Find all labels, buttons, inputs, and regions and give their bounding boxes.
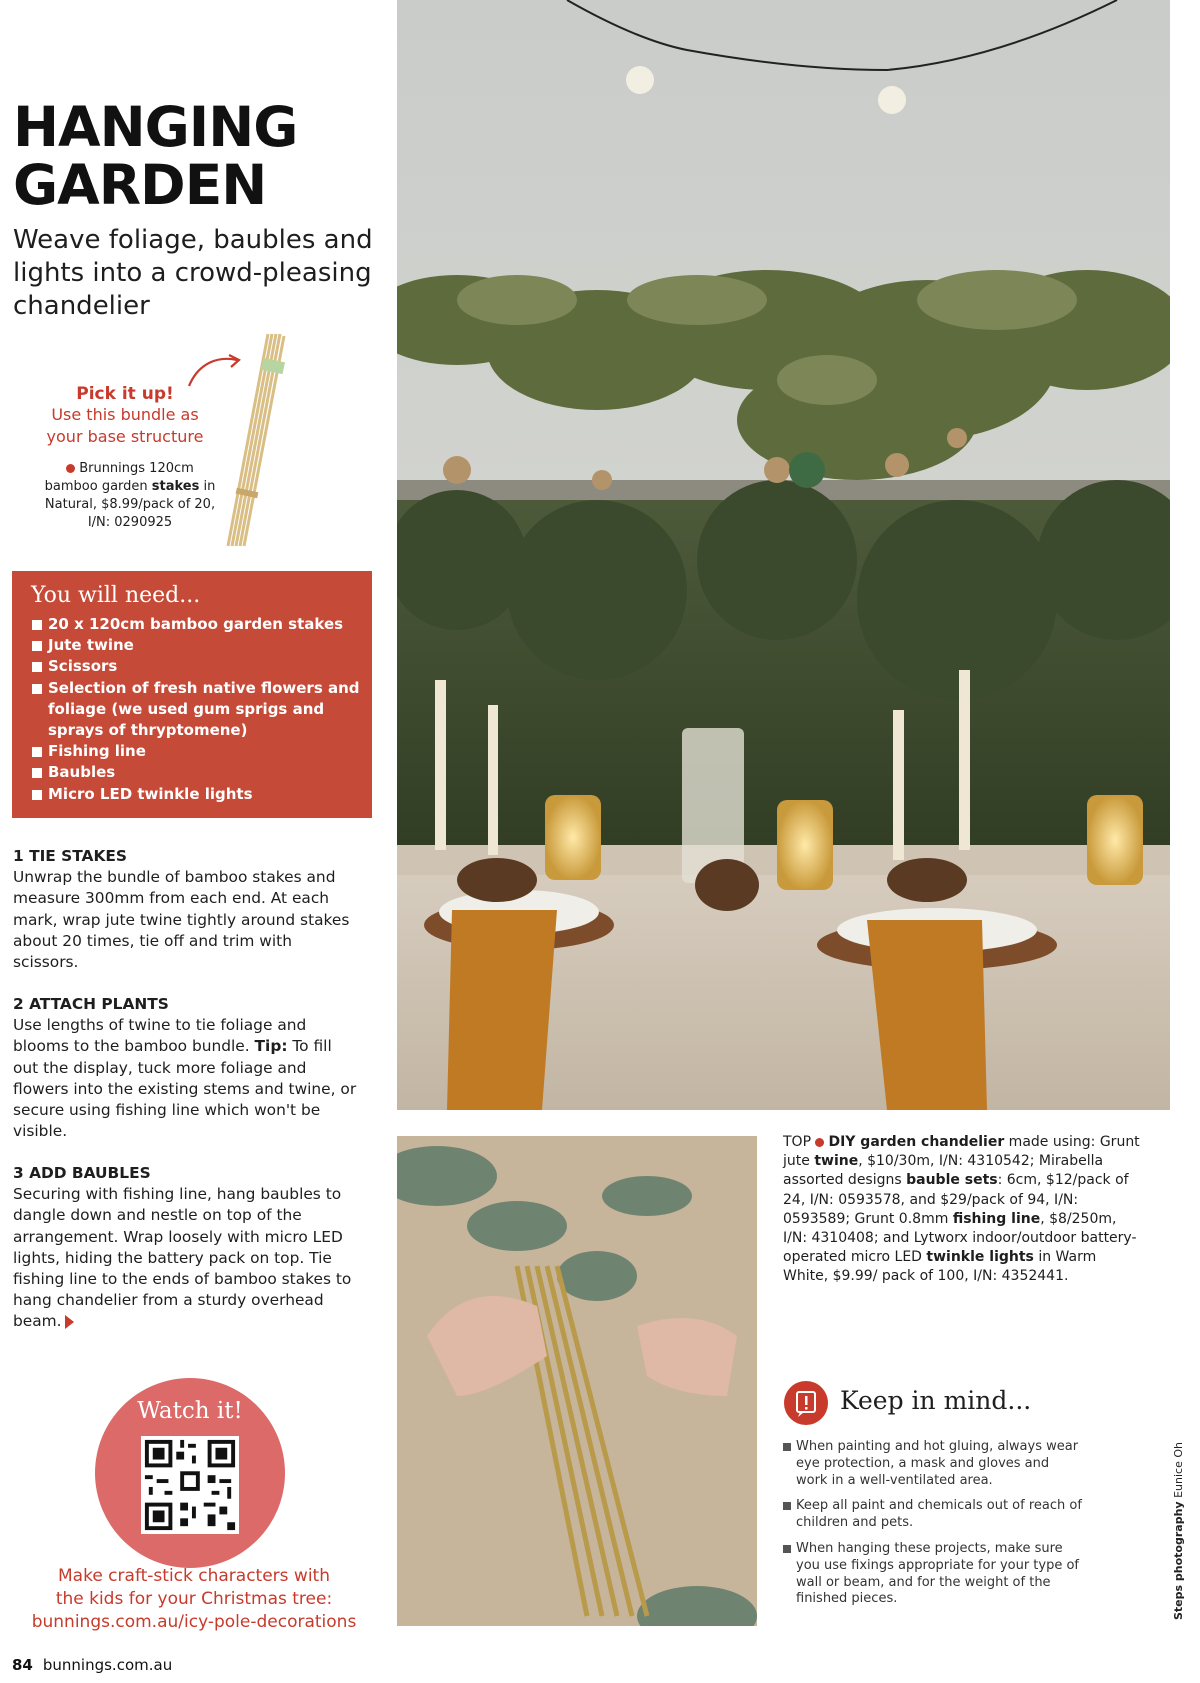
step-3	[13, 1163, 358, 1333]
caption-bold: twine	[814, 1153, 859, 1170]
caption-text: , $8/250m, I/N: 4310408; and Lytworx indoor/outdoor battery-operated micro LED	[783, 1210, 1137, 1266]
step-2	[13, 994, 358, 1142]
step-body-pre: Use lengths of twine to tie foliage and blooms to the bamboo bundle.	[13, 1016, 307, 1056]
keep-item: Keep all paint and chemicals out of reach of children and pets.	[783, 1498, 1083, 1532]
step-heading: 3 ADD BAUBLES	[13, 1164, 151, 1182]
title-line-1: HANGING	[13, 95, 298, 159]
pick-product-text	[40, 460, 220, 532]
bullet-dot-icon	[66, 464, 75, 473]
title-line-2: GARDEN	[13, 153, 267, 217]
pick-line-1: Use this bundle as	[51, 405, 199, 424]
credit-name: Eunice Oh	[1172, 1442, 1185, 1502]
pick-product-post: in Natural, $8.99/pack of 20, I/N: 0290925	[44, 479, 216, 530]
step-body: Unwrap the bundle of bamboo stakes and measure 300mm from each end. At each mark, wrap jute twine tightly around stakes about 20 times, tie off and trim with scissors.	[13, 868, 350, 972]
bullet-dot-icon	[815, 1138, 824, 1147]
need-item: Scissors	[32, 656, 362, 677]
caption-text: made using: Grunt jute	[783, 1134, 1140, 1170]
step-heading: 1 TIE STAKES	[13, 847, 127, 865]
craft-link-text	[14, 1565, 374, 1634]
need-item: Micro LED twinkle lights	[32, 784, 362, 805]
need-item: Fishing line	[32, 741, 362, 762]
caption-text: , $10/30m, I/N: 4310542; Mirabella assorted designs	[783, 1153, 1104, 1189]
pick-heading: Pick it up!	[76, 384, 174, 404]
need-item: Selection of fresh native flowers and foliage (we used gum sprigs and sprays of thryptomene)	[32, 678, 362, 742]
pick-line-2: your base structure	[46, 427, 204, 446]
end-triangle-icon	[65, 1315, 74, 1329]
need-list	[32, 614, 362, 805]
bamboo-stakes-image	[222, 330, 292, 550]
you-will-need-box	[12, 571, 372, 818]
credit-label: Steps photography	[1172, 1501, 1185, 1620]
keep-item: When hanging these projects, make sure you use fixings appropriate for your type of wall or beam, and for the weight of the finished pieces.	[783, 1541, 1083, 1608]
watch-it-circle	[95, 1378, 285, 1568]
qr-code[interactable]	[141, 1436, 239, 1534]
step-1	[13, 846, 358, 973]
caption-text: : 6cm, $12/pack of 24, I/N: 0593578, and $29/pack of 94, I/N: 0593589; Grunt 0.8mm	[783, 1172, 1129, 1227]
step-body-post: To fill out the display, tuck more foliage and flowers into the existing stems and twine, or secure using fishing line which won't be visible.	[13, 1037, 357, 1141]
step-body	[13, 1015, 358, 1142]
qr-code-icon	[141, 1436, 239, 1534]
need-item: Baubles	[32, 762, 362, 783]
page-subtitle: Weave foliage, baubles and lights into a crowd-pleasing chandelier	[13, 225, 373, 321]
chandelier-table-photo	[397, 0, 1170, 1110]
keep-in-mind-list	[783, 1439, 1083, 1617]
tip-label: Tip:	[254, 1037, 288, 1056]
caption-text: in Warm White, $9.99/ pack of 100, I/N: 4352441.	[783, 1249, 1097, 1285]
craft-line-2: the kids for your Christmas tree:	[55, 1589, 333, 1609]
footer-site-link[interactable]: bunnings.com.au	[42, 1656, 173, 1674]
page-title	[13, 95, 373, 217]
need-item: 20 x 120cm bamboo garden stakes	[32, 614, 362, 635]
caption-bold: bauble sets	[906, 1172, 998, 1189]
caption-top-label: TOP	[783, 1134, 812, 1150]
craft-line-1: Make craft-stick characters with	[58, 1566, 330, 1586]
keep-item: When painting and hot gluing, always wear eye protection, a mask and gloves and work in a well-ventilated area.	[783, 1439, 1083, 1489]
caption-bold: twinkle lights	[926, 1249, 1034, 1266]
step-body	[13, 1184, 358, 1332]
need-heading: You will need...	[31, 583, 201, 608]
craft-url-link[interactable]: bunnings.com.au/icy-pole-decorations	[31, 1612, 357, 1632]
step-body-text: Securing with fishing line, hang baubles to dangle down and nestle on top of the arrangement. Wrap loosely with micro LED lights, hiding the battery pack on top. Tie fishing line to the ends of bamboo stakes to hang chandelier from a sturdy overhead beam.	[13, 1185, 352, 1331]
caption-bold: DIY garden chandelier	[828, 1134, 1005, 1150]
pick-it-up-callout	[20, 384, 230, 448]
pick-product-bold: stakes	[151, 479, 200, 494]
page-number: 84	[12, 1656, 33, 1674]
tying-foliage-photo	[397, 1136, 757, 1626]
photo-credit	[1172, 1442, 1185, 1620]
pick-product-pre: Brunnings 120cm bamboo garden	[44, 461, 194, 494]
warning-icon	[784, 1381, 828, 1425]
keep-in-mind-heading: Keep in mind...	[840, 1386, 1032, 1415]
step-heading: 2 ATTACH PLANTS	[13, 995, 169, 1013]
watch-heading: Watch it!	[137, 1398, 243, 1424]
photo-caption	[783, 1133, 1143, 1287]
need-item: Jute twine	[32, 635, 362, 656]
page-footer	[12, 1656, 172, 1674]
caption-bold: fishing line	[952, 1210, 1041, 1227]
